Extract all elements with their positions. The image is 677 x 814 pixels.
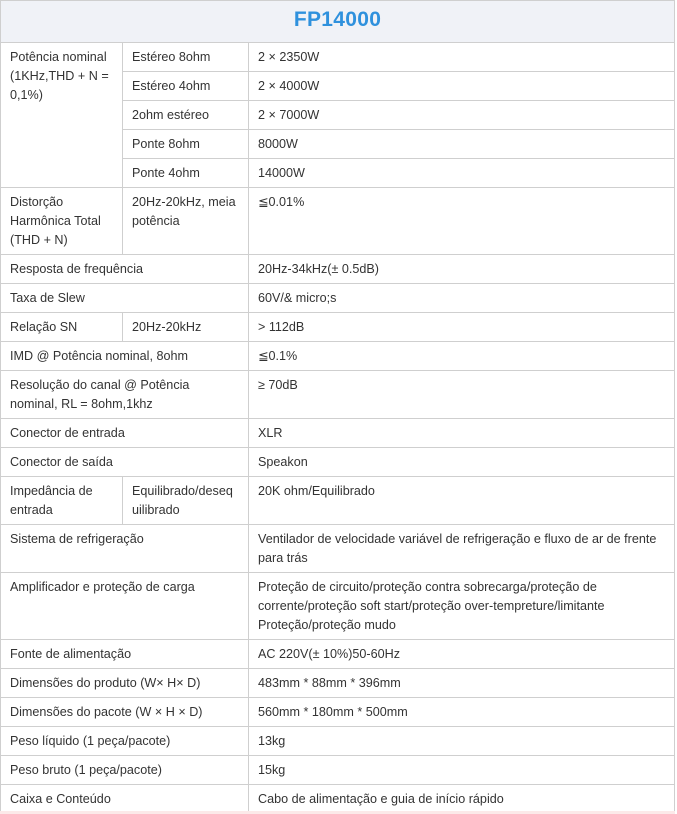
spec-value: ≥ 70dB — [249, 371, 675, 419]
table-row — [1, 419, 675, 448]
spec-value: ≦0.1% — [249, 342, 675, 371]
spec-value: 60V/& micro;s — [249, 284, 675, 313]
spec-label: Conector de entrada — [1, 419, 249, 448]
spec-label: Potência nominal (1KHz,THD + N = 0,1%) — [1, 43, 123, 188]
spec-value: 14000W — [249, 159, 675, 188]
spec-sub-label: Ponte 8ohm — [123, 130, 249, 159]
spec-label: Peso líquido (1 peça/pacote) — [1, 727, 249, 756]
spec-sub-label: Estéreo 8ohm — [123, 43, 249, 72]
spec-value: 560mm * 180mm * 500mm — [249, 698, 675, 727]
spec-sub-label: 20Hz-20kHz, meia potência — [123, 188, 249, 255]
spec-value: 20Hz-34kHz(± 0.5dB) — [249, 255, 675, 284]
spec-label: Peso bruto (1 peça/pacote) — [1, 756, 249, 785]
spec-sub-label: 20Hz-20kHz — [123, 313, 249, 342]
spec-value: 15kg — [249, 756, 675, 785]
spec-label: Distorção Harmônica Total (THD + N) — [1, 188, 123, 255]
spec-label: Conector de saída — [1, 448, 249, 477]
spec-value: Proteção de circuito/proteção contra sobrecarga/proteção de corrente/proteção soft start/proteção over-tempreture/limitante Proteção/proteção mudo — [249, 573, 675, 640]
table-row — [1, 573, 675, 640]
table-row — [1, 727, 675, 756]
spec-value: 20K ohm/Equilibrado — [249, 477, 675, 525]
spec-value: Ventilador de velocidade variável de refrigeração e fluxo de ar de frente para trás — [249, 525, 675, 573]
spec-value: 2 × 7000W — [249, 101, 675, 130]
spec-label: IMD @ Potência nominal, 8ohm — [1, 342, 249, 371]
spec-label: Impedância de entrada — [1, 477, 123, 525]
spec-label: Resolução do canal @ Potência nominal, RL = 8ohm,1khz — [1, 371, 249, 419]
spec-value: Speakon — [249, 448, 675, 477]
spec-value: 8000W — [249, 130, 675, 159]
table-row — [1, 669, 675, 698]
table-row — [1, 448, 675, 477]
table-row — [1, 525, 675, 573]
spec-value: 13kg — [249, 727, 675, 756]
spec-label: Dimensões do pacote (W × H × D) — [1, 698, 249, 727]
table-row — [1, 640, 675, 669]
table-row — [1, 284, 675, 313]
spec-value: 483mm * 88mm * 396mm — [249, 669, 675, 698]
table-row — [1, 43, 675, 72]
spec-value: AC 220V(± 10%)50-60Hz — [249, 640, 675, 669]
spec-value: 2 × 4000W — [249, 72, 675, 101]
spec-sub-label: Estéreo 4ohm — [123, 72, 249, 101]
spec-sub-label: Ponte 4ohm — [123, 159, 249, 188]
spec-label: Dimensões do produto (W× H× D) — [1, 669, 249, 698]
table-row — [1, 698, 675, 727]
spec-label: Caixa e Conteúdo — [1, 785, 249, 814]
spec-label: Relação SN — [1, 313, 123, 342]
spec-label: Taxa de Slew — [1, 284, 249, 313]
spec-sub-label: Equilibrado/desequilibrado — [123, 477, 249, 525]
table-row — [1, 477, 675, 525]
table-row — [1, 371, 675, 419]
title-cell — [1, 1, 675, 43]
spec-sub-label: 2ohm estéreo — [123, 101, 249, 130]
page-title: FP14000 — [293, 8, 382, 31]
spec-label: Amplificador e proteção de carga — [1, 573, 249, 640]
spec-label: Resposta de frequência — [1, 255, 249, 284]
spec-value: 2 × 2350W — [249, 43, 675, 72]
table-row — [1, 342, 675, 371]
table-row — [1, 255, 675, 284]
table-row — [1, 313, 675, 342]
spec-label: Fonte de alimentação — [1, 640, 249, 669]
table-row — [1, 188, 675, 255]
spec-value: XLR — [249, 419, 675, 448]
table-row — [1, 756, 675, 785]
spec-value: ≦0.01% — [249, 188, 675, 255]
spec-label: Sistema de refrigeração — [1, 525, 249, 573]
spec-value: > 112dB — [249, 313, 675, 342]
table-row — [1, 785, 675, 814]
spec-value: Cabo de alimentação e guia de início rápido — [249, 785, 675, 814]
title-row — [1, 1, 675, 43]
